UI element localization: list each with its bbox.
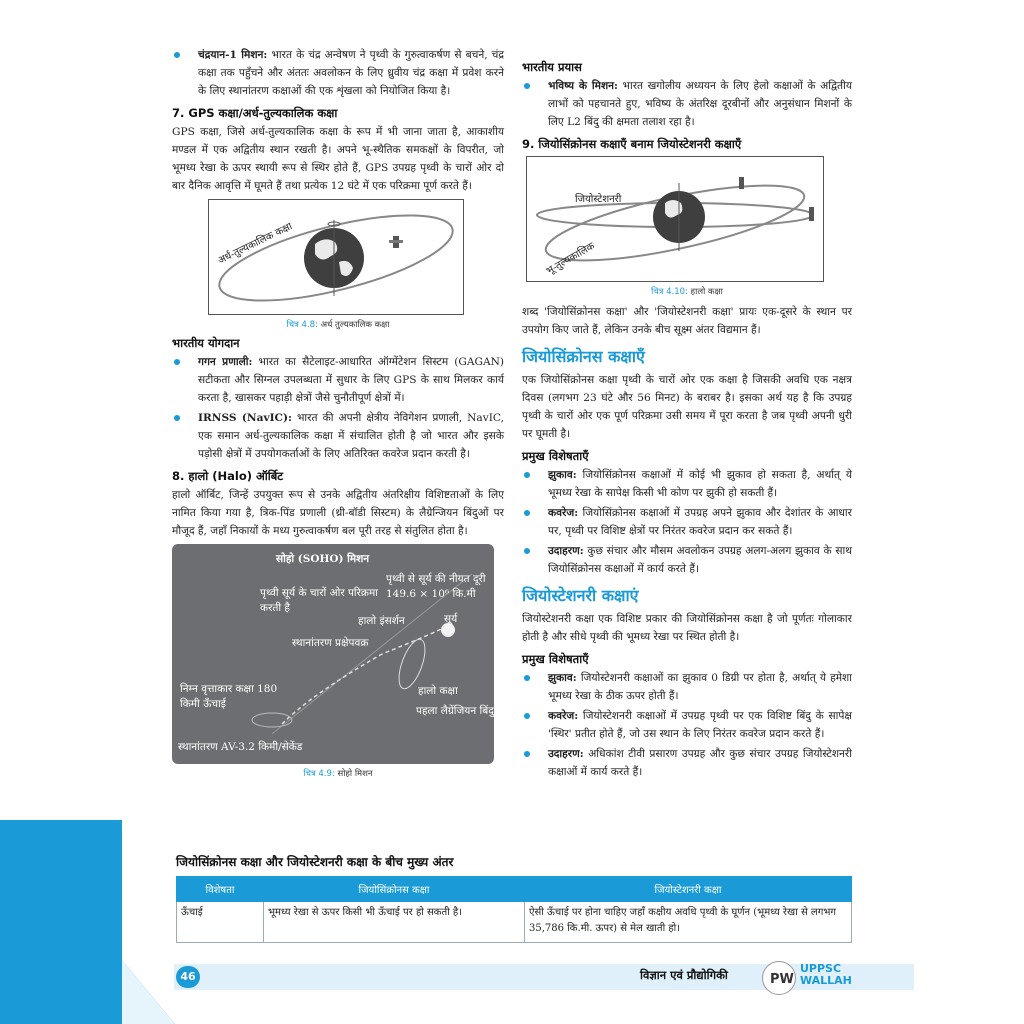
soho-first-lagrange: पहला लैग्रेंजियन बिंदु <box>416 705 494 717</box>
figure-caption-4-9: चित्र 4.9: सोहो मिशन <box>303 769 373 779</box>
figure-caption-4-10: चित्र 4.10: हालो कक्षा <box>651 287 723 297</box>
table-title: जियोसिंक्रोनस कक्षा और जियोस्टेशनरी कक्षा के बीच मुख्य अंतर <box>176 855 454 869</box>
figure-caption-4-8: चित्र 4.8: अर्ध तुल्यकालिक कक्षा <box>286 320 390 330</box>
geostat-paragraph: जियोस्टेशनरी कक्षा एक विशिष्ट प्रकार की जियोसिंक्रोनस कक्षा है जो पूर्णतः गोलाकार होती है और सीधे पृथ्वी की भूमध्य रेखा पर स्थित होती है। <box>522 613 852 643</box>
brand-name: UPPSC WALLAH <box>800 962 852 987</box>
difference-table <box>176 876 852 943</box>
geostat-big-heading: जियोस्टेशनरी कक्षाएं <box>522 586 639 605</box>
figure-semi-sync <box>208 199 464 315</box>
soho-sun: सूर्य <box>444 613 458 625</box>
geosync-big-heading: जियोसिंक्रोनस कक्षाएँ <box>522 347 645 366</box>
features-heading-1: प्रमुख विशेषताएँ <box>522 449 589 463</box>
table-header-row <box>177 877 852 902</box>
gps-heading: 7. GPS कक्षा/अर्ध-तुल्यकालिक कक्षा <box>172 106 338 120</box>
bullet-st-coverage: कवरेज: जियोस्टेशनरी कक्षाओं में उपग्रह पृथ्वी पर एक विशिष्ट बिंदु के सापेक्ष 'स्थिर' प्रतीत होते हैं, जो उस स्थान के लिए निरंतर कवरेज प्रदान करते हैं। <box>522 707 852 743</box>
soho-title: सोहो (SOHO) मिशन <box>276 553 370 565</box>
page-number: 46 <box>176 966 200 988</box>
subject-title: विज्ञान एवं प्रौद्योगिकी <box>640 968 728 982</box>
brand-logo-icon <box>762 961 796 995</box>
cell-geosync: भूमध्य रेखा से ऊपर किसी भी ऊँचाई पर हो सकती है। <box>264 902 525 943</box>
geostationary-label: जियोस्टेशनरी <box>575 194 622 205</box>
header-feature: विशेषता <box>177 877 264 902</box>
header-geosync: जियोसिंक्रोनस कक्षा <box>264 877 525 902</box>
bullet-gagan: गगन प्रणाली: भारत का सैटेलाइट-आधारित ऑग्मेंटेशन सिस्टम (GAGAN) सटीकता और सिग्नल उपलब्धता में सुधार के लिए GPS के साथ मिलकर कार्य करता है, खासकर पहाड़ी क्षेत्रों जैसे चुनौतीपूर्ण क्षेत्रों में। <box>172 353 504 407</box>
cell-feature: ऊँचाई <box>177 902 264 943</box>
halo-heading: 8. हालो (Halo) ऑर्बिट <box>172 469 284 483</box>
bullet-gs-example: उदाहरण: कुछ संचार और मौसम अवलोकन उपग्रह अलग-अलग झुकाव के साथ जियोसिंक्रोनस कक्षाओं में कार्य करते हैं। <box>522 542 852 578</box>
figure-geo-orbits <box>526 156 824 282</box>
soho-halo-orbit: हालो कक्षा <box>418 685 458 697</box>
left-column <box>172 46 504 785</box>
semi-sync-label: अर्ध-तुल्यकालिक कक्षा <box>216 221 295 267</box>
soho-transfer-trajectory: स्थानांतरण प्रक्षेपवक्र <box>292 637 369 649</box>
geosync-paragraph: एक जियोसिंक्रोनस कक्षा पृथ्वी के चारों ओर एक कक्षा है जिसकी अवधि एक नक्षत्र दिवस (लगभग 23 घंटे और 56 मिनट) के बराबर है। इसका अर्थ यह है कि उपग्रह पृथ्वी के चारों ओर एक पूर्ण परिक्रमा उसी समय में पूरा करता है जब पृथ्वी अपनी धुरी पर घूमती है। <box>522 374 852 440</box>
soho-low-orbit: निम्न वृत्ताकार कक्षा 180 किमी ऊँचाई <box>180 683 278 710</box>
soho-transfer-speed: स्थानांतरण AV-3.2 किमी/सेकेंड <box>178 741 303 753</box>
right-column <box>522 60 852 783</box>
terms-paragraph: शब्द 'जियोसिंक्रोनस कक्षा' और 'जियोस्टेशनरी कक्षा' प्रायः एक-दूसरे के स्थान पर उपयोग किए जाते हैं, लेकिन उनके बीच सूक्ष्म अंतर विद्यमान हैं। <box>522 306 852 336</box>
gps-paragraph: GPS कक्षा, जिसे अर्ध-तुल्यकालिक कक्षा के रूप में भी जाना जाता है, आकाशीय मण्डल में एक अद्वितीय स्थान रखती है। अपने भू-स्थैतिक समकक्षों के विपरीत, जो भूमध्य रेखा के ऊपर स्थायी रूप से स्थिर होते हैं, GPS उपग्रह पृथ्वी के चारों ओर दो बार दैनिक आवृत्ति में घूमते हैं तथा प्रत्येक 12 घंटे में एक परिक्रमा पूर्ण करते हैं। <box>172 126 504 192</box>
soho-distance: पृथ्वी से सूर्य की नीयत दूरी 149.6 × 10⁶ कि.मी <box>386 573 486 600</box>
india-efforts-heading: भारतीय प्रयास <box>522 60 582 74</box>
bullet-chandrayaan: चंद्रयान-1 मिशन: भारत के चंद्र अन्वेषण ने पृथ्वी के गुरुत्वाकर्षण से बचने, चंद्र कक्षा तक पहुँचने और अंततः अवलोकन के लिए ध्रुवीय चंद्र कक्षा में प्रवेश करने के लिए स्थानांतरण कक्षाओं की एक शृंखला को नियोजित किया है। <box>172 46 504 100</box>
soho-orbits-sun: पृथ्वी सूर्य के चारों ओर परिक्रमा करती है <box>260 587 378 614</box>
bullet-future-missions: भविष्य के मिशन: भारत खगोलीय अध्ययन के लिए हेलो कक्षाओं के अद्वितीय लाभों को पहचानते हुए, भविष्य के अंतरिक्ष दूरबीनों और अनुसंधान मिशनों के लिए L2 बिंदु की क्षमता तलाश रहा है। <box>522 77 852 131</box>
svg-text:PW: PW <box>770 972 794 987</box>
india-contribution-heading: भारतीय योगदान <box>172 336 240 350</box>
semi-sync-diagram <box>209 200 463 314</box>
figure-soho <box>172 544 494 764</box>
bullet-gs-inclination: झुकाव: जियोसिंक्रोनस कक्षाओं में कोई भी झुकाव हो सकता है, अर्थात् ये भूमध्य रेखा के सापेक्ष किसी भी कोण पर झुकी हो सकती हैं। <box>522 466 852 502</box>
bullet-st-example: उदाहरण: अधिकांश टीवी प्रसारण उपग्रह और कुछ संचार उपग्रह जियोस्टेशनरी कक्षाओं में कार्य करते हैं। <box>522 745 852 781</box>
soho-halo-insertion: हालो इंसर्शन <box>358 615 405 627</box>
table-row <box>177 902 852 943</box>
corner-decoration <box>0 820 175 1024</box>
bullet-gs-coverage: कवरेज: जियोसिंक्रोनस कक्षाओं में उपग्रह अपने झुकाव और देशांतर के आधार पर, पृथ्वी पर विशिष्ट क्षेत्रों पर निरंतर कवरेज प्रदान कर सकते हैं। <box>522 504 852 540</box>
cell-geostat: ऐसी ऊँचाई पर होना चाहिए जहाँ कक्षीय अवधि पृथ्वी के घूर्णन (भूमध्य रेखा से लगभग 35,786 कि.मी. ऊपर) से मेल खाती हो। <box>525 902 852 943</box>
geo-heading: 9. जियोसिंक्रोनस कक्षाएँ बनाम जियोस्टेशनरी कक्षाएँ <box>522 137 742 151</box>
bullet-irnss: IRNSS (NavIC): भारत की अपनी क्षेत्रीय नेविगेशन प्रणाली, NavIC, एक समान अर्ध-तुल्यकालिक कक्षा में संचालित होती है जो भारत और इसके पड़ोसी क्षेत्रों में उपयोगकर्ताओं के लिए अतिरिक्त कवरेज प्रदान करती है। <box>172 409 504 463</box>
geosync-label: भू-तुल्यकालिक <box>544 240 597 278</box>
features-heading-2: प्रमुख विशेषताएँ <box>522 652 589 666</box>
header-geostat: जियोस्टेशनरी कक्षा <box>525 877 852 902</box>
bullet-st-inclination: झुकाव: जियोस्टेशनरी कक्षाओं का झुकाव 0 डिग्री पर होता है, अर्थात् ये हमेशा भूमध्य रेखा के ठीक ऊपर होती हैं। <box>522 669 852 705</box>
halo-paragraph: हालो ऑर्बिट, जिन्हें उपयुक्त रूप से उनके अद्वितीय अंतरिक्षीय विशिष्टताओं के लिए नामित किया गया है, त्रिक-पिंड प्रणाली (थ्री-बॉडी सिस्टम) के लैग्रेन्जियन बिंदुओं पर मौजूद हैं, जहाँ निकायों के मध्य गुरुत्वाकर्षण बल पूरी तरह से संतुलित होता है। <box>172 489 504 537</box>
